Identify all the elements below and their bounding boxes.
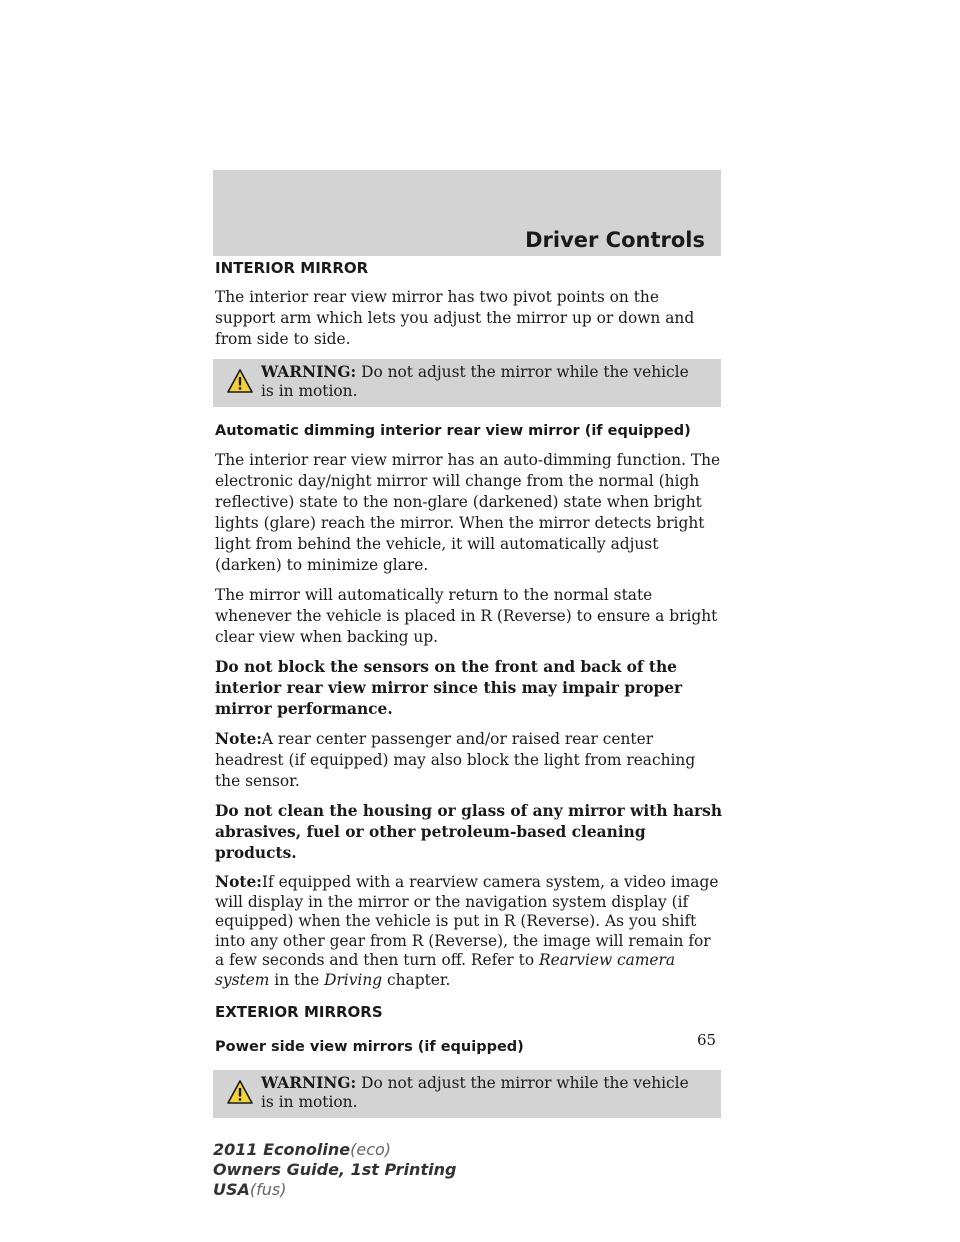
footer-line-2 (213, 1160, 456, 1180)
sensor-caution: Do not block the sensors on the front and back of the interior rear view mirror since this may impair proper mirror performance. (215, 658, 683, 718)
cleaning-caution: Do not clean the housing or glass of any mirror with harsh abrasives, fuel or other petroleum-based cleaning products. (215, 802, 723, 862)
interior-mirror-body: The interior rear view mirror has two pivot points on the support arm which lets you adjust the mirror up or down and from side to side. (215, 288, 695, 348)
note-label: Note: (215, 873, 262, 891)
footer-market-code: (fus) (249, 1180, 287, 1199)
auto-dimming-paragraph-1: The interior rear view mirror has an auto-dimming function. The electronic day/night mirror will change from the normal (high reflective) state to the non-glare (darkened) state when bright lights (glare) reach the mirror. When the mirror detects bright light from behind the vehicle, it will automatically adjust (darken) to minimize glare. (215, 451, 721, 574)
warning-text (261, 363, 701, 401)
warning-box (213, 359, 721, 407)
footer-line-3 (213, 1180, 456, 1200)
footer-line-1 (213, 1140, 456, 1160)
interior-mirror-heading: INTERIOR MIRROR (215, 259, 369, 277)
footer-market: USA (213, 1180, 250, 1199)
footer-model: 2011 Econoline (213, 1140, 351, 1159)
warning-box (213, 1070, 721, 1118)
note-headrest (215, 729, 723, 792)
page-number: 65 (697, 1031, 717, 1049)
note-label: Note: (215, 730, 262, 748)
warning-triangle-icon (227, 369, 253, 393)
cross-reference: Rearview camera system (215, 951, 676, 989)
note-text-mid: in the (269, 970, 325, 989)
warning-text (261, 1074, 701, 1112)
warning-label: WARNING: (261, 363, 357, 381)
auto-dimming-paragraph-2: The mirror will automatically return to the normal state whenever the vehicle is placed in R (Reverse) to ensure a bright clear view when backing up. (215, 586, 718, 646)
warning-message: Do not adjust the mirror while the vehicle is in motion. (261, 363, 689, 400)
page-content (215, 258, 723, 1132)
power-mirrors-heading: Power side view mirrors (if equipped) (215, 1039, 524, 1055)
chapter-reference: Driving (324, 970, 383, 989)
chapter-title: Driver Controls (525, 228, 705, 252)
footer (213, 1140, 456, 1200)
note-text-end: chapter. (382, 970, 451, 989)
note-text: If equipped with a rearview camera system, a video image will display in the mirror or the navigation system display (if equipped) when the vehicle is put in R (Reverse). As you shift into any other gear from R (Reverse), the image will remain for a few seconds and then turn off. Refer to (215, 873, 719, 969)
note-text: A rear center passenger and/or raised rear center headrest (if equipped) may also block the light from reaching the sensor. (215, 730, 696, 790)
footer-edition: Owners Guide, 1st Printing (213, 1160, 457, 1179)
warning-label: WARNING: (261, 1074, 357, 1092)
note-camera (215, 873, 723, 990)
exterior-mirrors-heading: EXTERIOR MIRRORS (215, 1003, 383, 1021)
warning-message: Do not adjust the mirror while the vehicle is in motion. (261, 1074, 689, 1111)
warning-triangle-icon (227, 1080, 253, 1104)
footer-model-code: (eco) (350, 1140, 392, 1159)
auto-dimming-heading: Automatic dimming interior rear view mirror (if equipped) (215, 423, 691, 439)
chapter-header (213, 170, 721, 256)
